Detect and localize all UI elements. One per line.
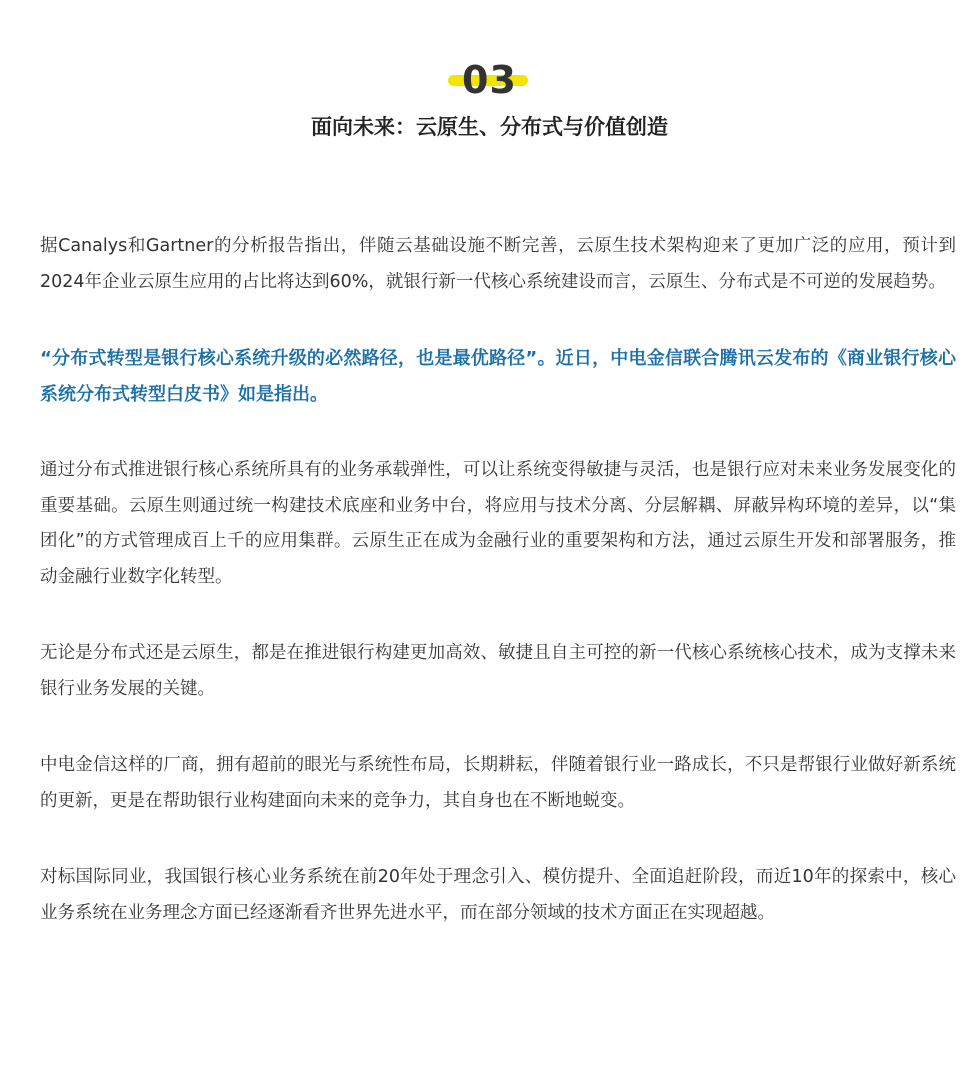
paragraph-distributed-cloud-native: 通过分布式推进银行核心系统所具有的业务承载弹性，可以让系统变得敏捷与灵活，也是银行应对未来业务发展变化的重要基础。云原生则通过统一构建技术底座和业务中台，将应用与技术分离、分层解耦、屏蔽异构环境的差异，以“集团化”的方式管理成百上千的应用集群。云原生正在成为金融行业的重要架构和方法，通过云原生开发和部署服务，推动金融行业数字化转型。	[40, 460, 956, 587]
section-number-badge	[448, 58, 532, 102]
highlighted-quote: “分布式转型是银行核心系统升级的必然路径，也是最优路径”。近日，中电金信联合腾讯云发布的《商业银行核心系统分布式转型白皮书》如是指出。	[40, 348, 956, 405]
section-header	[0, 58, 979, 142]
paragraph-vendor: 中电金信这样的厂商，拥有超前的眼光与系统性布局，长期耕耘，伴随着银行业一路成长，不只是帮银行业做好新系统的更新，更是在帮助银行业构建面向未来的竞争力，其自身也在不断地蜕变。	[40, 755, 956, 811]
section-number: 03	[462, 58, 517, 102]
paragraph-international-benchmark: 对标国际同业，我国银行核心业务系统在前20年处于理念引入、模仿提升、全面追赶阶段，而近10年的探索中，核心业务系统在业务理念方面已经逐渐看齐世界先进水平，而在部分领域的技术方面正在实现超越。	[40, 867, 956, 923]
section-title: 面向未来：云原生、分布式与价值创造	[311, 115, 668, 139]
paragraph-canalys-gartner: 据Canalys和Gartner的分析报告指出，伴随云基础设施不断完善，云原生技术架构迎来了更加广泛的应用，预计到2024年企业云原生应用的占比将达到60%，就银行新一代核心系统建设而言，云原生、分布式是不可逆的发展趋势。	[40, 236, 956, 292]
paragraph-key-technology: 无论是分布式还是云原生，都是在推进银行构建更加高效、敏捷且自主可控的新一代核心系统核心技术，成为支撑未来银行业务发展的关键。	[40, 643, 956, 699]
article-body	[40, 229, 956, 972]
